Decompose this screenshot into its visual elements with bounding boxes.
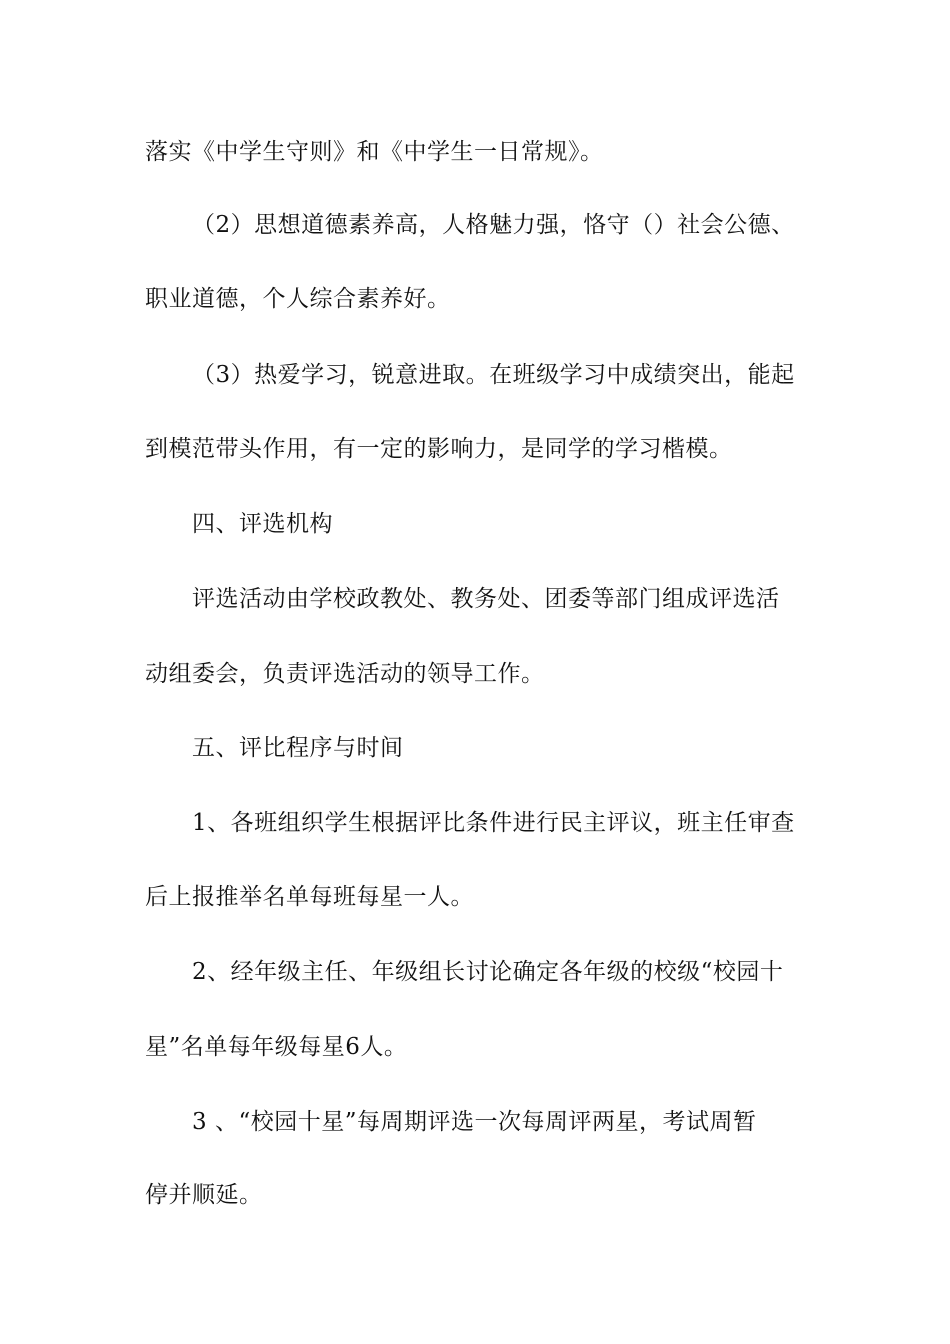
text-line: 职业道德，个人综合素养好。	[145, 286, 451, 312]
text-line: 落实《中学生守则》和《中学生一日常规》。	[145, 139, 604, 165]
text-line: 停并顺延。	[145, 1182, 263, 1208]
text-line: 到模范带头作用，有一定的影响力，是同学的学习楷模。	[145, 436, 733, 462]
section-heading: 五、评比程序与时间	[192, 735, 404, 761]
text-line: 2、经年级主任、年级组长讨论确定各年级的校级“校园十	[192, 959, 784, 985]
text-line: 星”名单每年级每星6人。	[145, 1034, 408, 1060]
text-line: 评选活动由学校政教处、教务处、团委等部门组成评选活	[192, 586, 780, 612]
text-line: 3 、“校园十星”每周期评选一次每周评两星，考试周暂	[192, 1109, 757, 1135]
text-line: 1、各班组织学生根据评比条件进行民主评议，班主任审查	[192, 810, 795, 836]
text-line: （3）热爱学习，锐意进取。在班级学习中成绩突出，能起	[192, 362, 795, 388]
text-line: （2）思想道德素养高，人格魅力强，恪守（）社会公德、	[192, 212, 795, 238]
text-line: 后上报推举名单每班每星一人。	[145, 884, 474, 910]
text-line: 动组委会，负责评选活动的领导工作。	[145, 661, 545, 687]
section-heading: 四、评选机构	[192, 511, 333, 537]
